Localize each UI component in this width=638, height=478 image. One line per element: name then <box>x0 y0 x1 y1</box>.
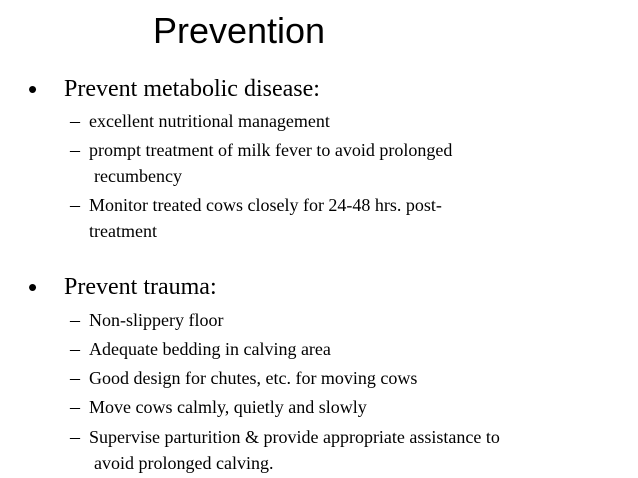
sub-item-text: Adequate bedding in calving area <box>89 339 331 359</box>
dash-icon: – <box>70 426 80 448</box>
dash-icon: – <box>70 309 80 331</box>
slide-title: Prevention <box>152 10 326 51</box>
bullet-heading: Prevent metabolic disease: <box>64 76 320 102</box>
sub-item-text: Move cows calmly, quietly and slowly <box>89 397 367 417</box>
sub-item-text-continued: recumbency <box>94 166 182 186</box>
dash-icon: – <box>70 139 80 161</box>
sub-item <box>70 307 590 333</box>
sub-item <box>70 108 590 134</box>
dash-icon: – <box>70 110 80 132</box>
sub-item-text: Supervise parturition & provide appropriate assistance to <box>89 427 500 447</box>
dash-icon: – <box>70 396 80 418</box>
sub-item-text: Non-slippery floor <box>89 310 224 330</box>
bullet-icon: • <box>28 74 38 104</box>
dash-icon: – <box>70 194 80 216</box>
sub-item <box>70 137 590 189</box>
sub-item-text-continued: avoid prolonged calving. <box>94 453 274 473</box>
sub-item <box>70 336 590 362</box>
sub-item-text: prompt treatment of milk fever to avoid prolonged <box>89 140 453 160</box>
sub-item-text: Monitor treated cows closely for 24-48 hrs. post- <box>89 195 442 215</box>
sub-item-text-continued: treatment <box>89 221 157 241</box>
sub-item <box>70 394 590 420</box>
sub-item <box>70 192 590 244</box>
bullet-icon: • <box>28 272 38 302</box>
sub-item-text: Good design for chutes, etc. for moving cows <box>89 368 418 388</box>
sub-item-text: excellent nutritional management <box>89 111 330 131</box>
dash-icon: – <box>70 367 80 389</box>
dash-icon: – <box>70 338 80 360</box>
sub-item <box>70 365 590 391</box>
sub-item <box>70 424 590 476</box>
bullet-heading: Prevent trauma: <box>64 274 217 300</box>
